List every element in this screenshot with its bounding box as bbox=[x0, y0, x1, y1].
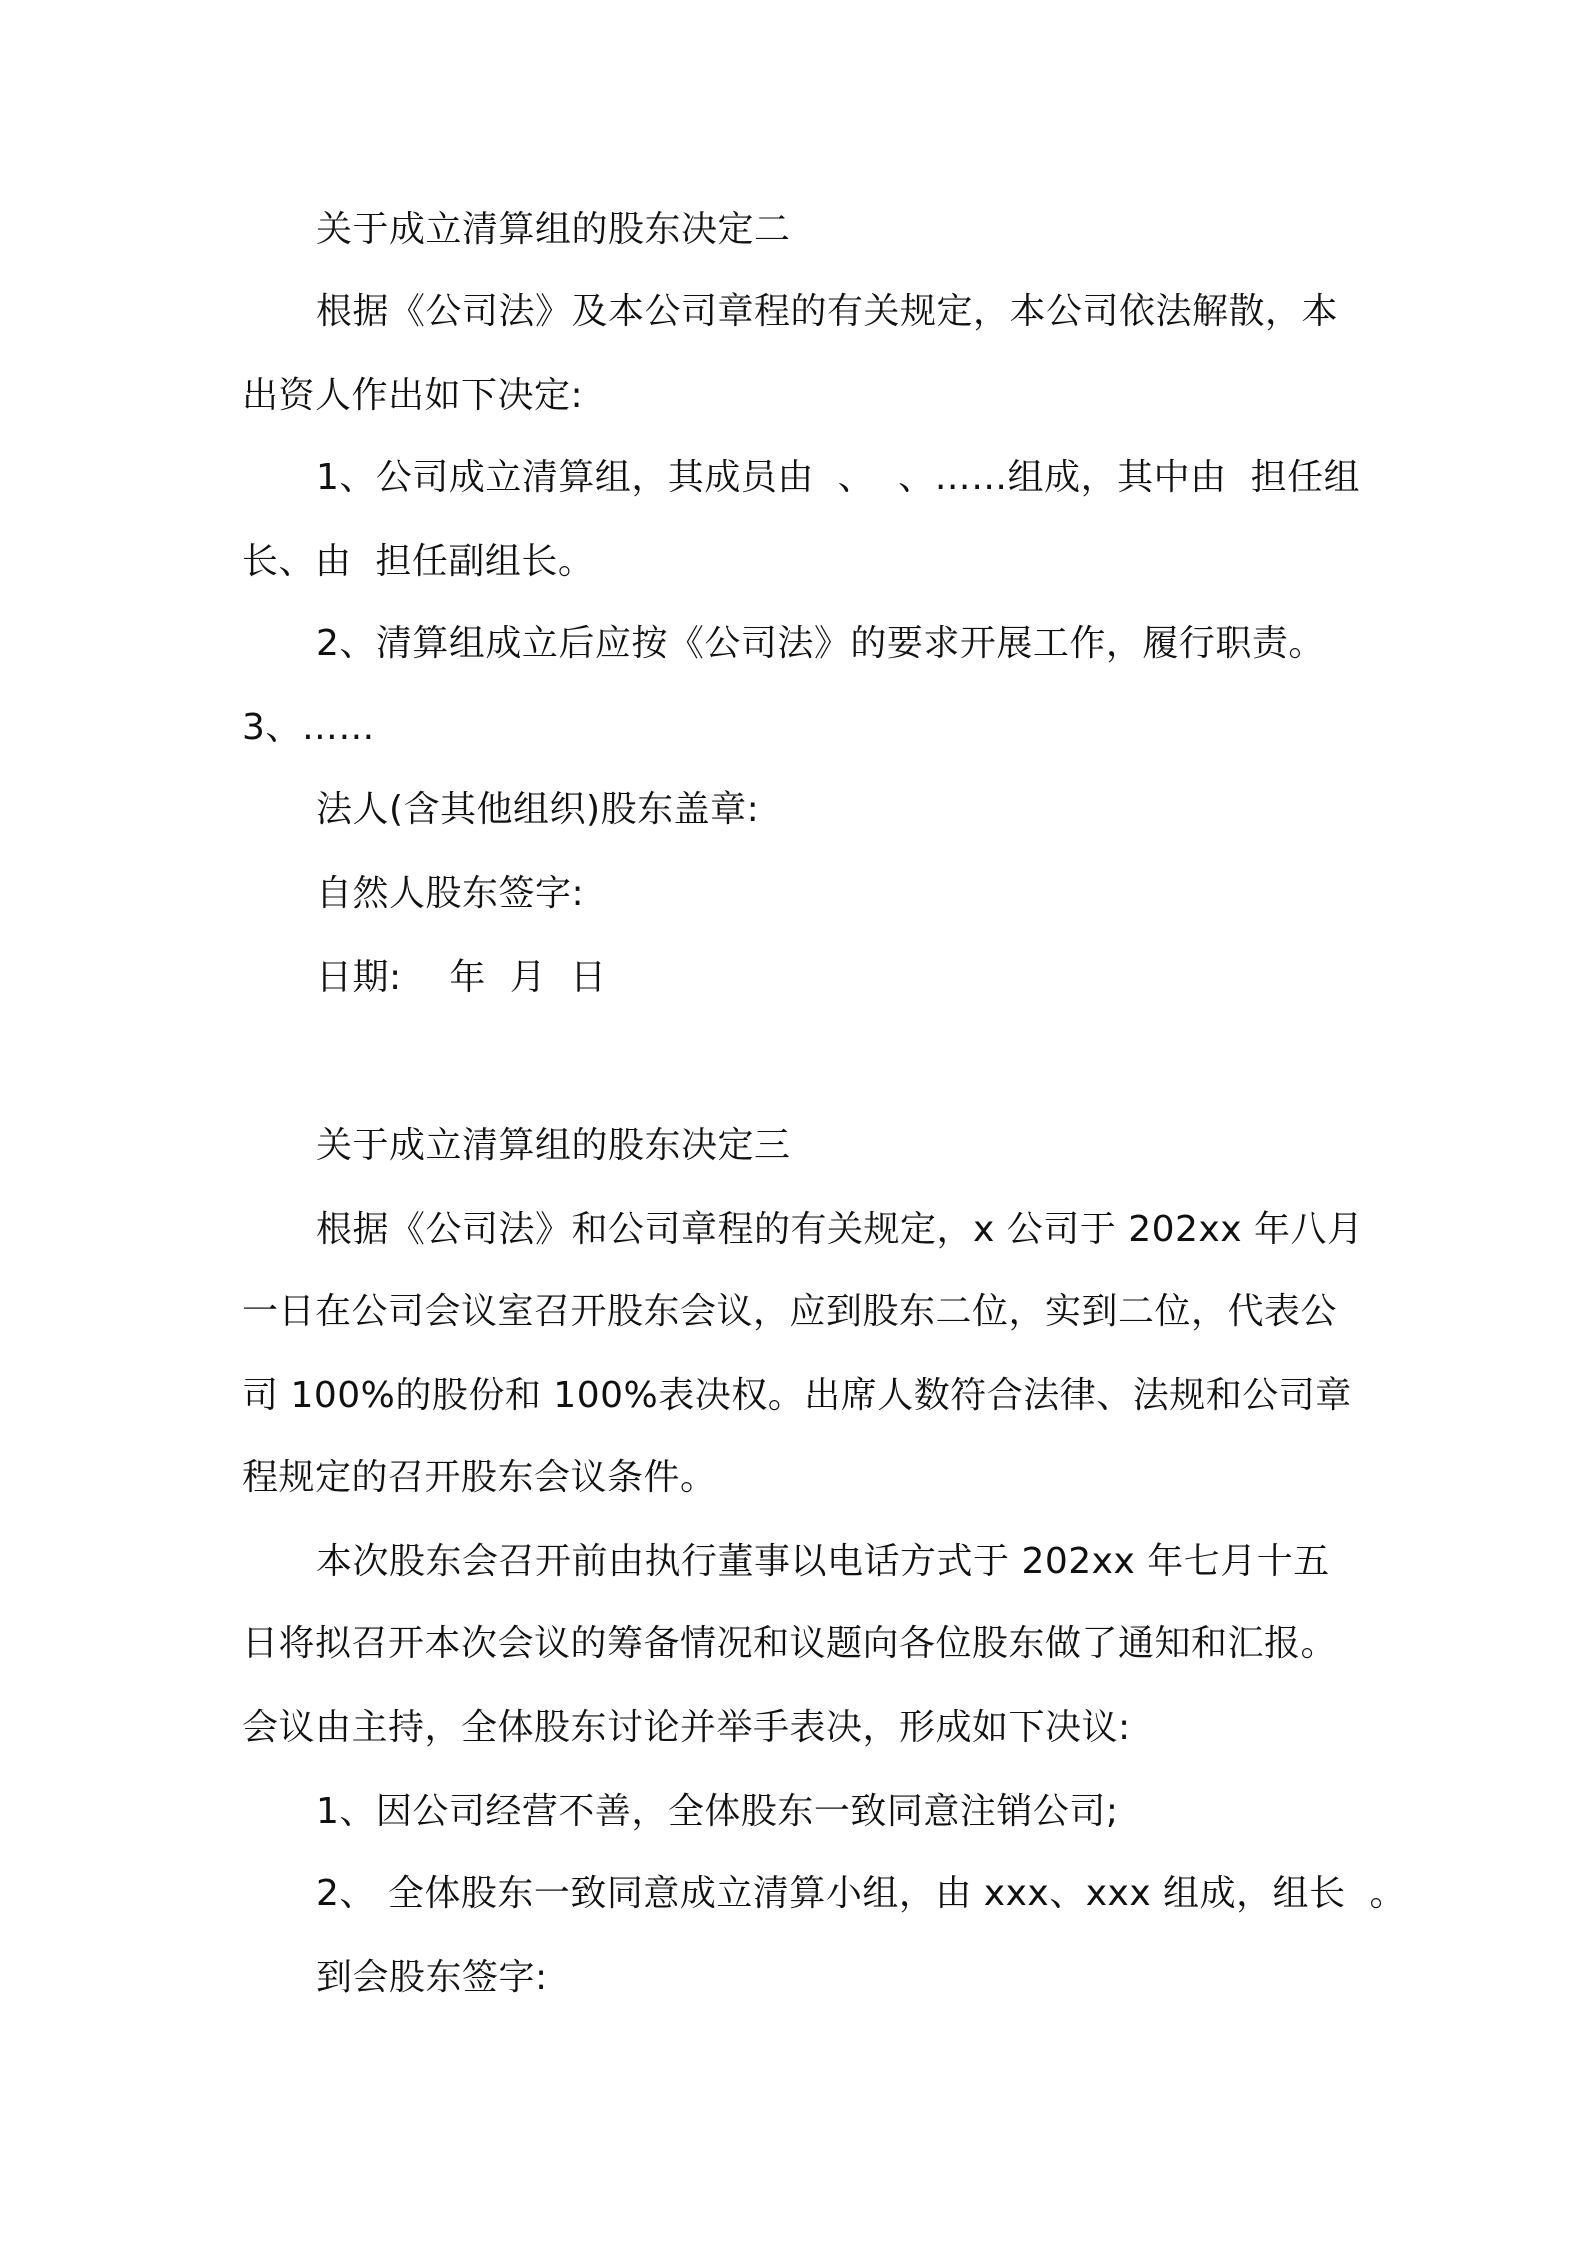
section3-para2-line3: 会议由主持，全体股东讨论并举手表决，形成如下决议: bbox=[242, 1707, 1131, 1748]
section2-title: 关于成立清算组的股东决定二 bbox=[316, 209, 791, 250]
section3-item1: 1、因公司经营不善，全体股东一致同意注销公司; bbox=[316, 1791, 1119, 1832]
section3-sign-label: 到会股东签字: bbox=[316, 1957, 548, 1998]
section3-para2-line1: 本次股东会召开前由执行董事以电话方式于 202xx 年七月十五 bbox=[316, 1541, 1330, 1582]
section3-para1-line2: 一日在公司会议室召开股东会议，应到股东二位，实到二位，代表公 bbox=[242, 1291, 1338, 1332]
section3-para1-line1: 根据《公司法》和公司章程的有关规定，x 公司于 202xx 年八月 bbox=[316, 1209, 1364, 1250]
section2-seal-label: 法人(含其他组织)股东盖章: bbox=[316, 789, 760, 830]
section2-date-label: 日期: 年 月 日 bbox=[316, 957, 607, 998]
section2-item2: 2、清算组成立后应按《公司法》的要求开展工作，履行职责。 bbox=[316, 623, 1325, 664]
section2-sign-label: 自然人股东签字: bbox=[316, 873, 585, 914]
section3-title: 关于成立清算组的股东决定三 bbox=[316, 1125, 791, 1166]
section2-para1-line2: 出资人作出如下决定: bbox=[242, 375, 584, 416]
section3-para2-line2: 日将拟召开本次会议的筹备情况和议题向各位股东做了通知和汇报。 bbox=[242, 1623, 1338, 1664]
section3-para1-line3: 司 100%的股份和 100%表决权。出席人数符合法律、法规和公司章 bbox=[242, 1375, 1352, 1416]
section3-item2: 2、 全体股东一致同意成立清算小组，由 xxx、xxx 组成，组长 。 bbox=[316, 1873, 1406, 1914]
section3-para1-line4: 程规定的召开股东会议条件。 bbox=[242, 1457, 717, 1498]
section2-para1-line1: 根据《公司法》及本公司章程的有关规定，本公司依法解散，本 bbox=[316, 291, 1339, 332]
section2-item3: 3、…… bbox=[242, 707, 375, 748]
section2-item1-line2: 长、由 担任副组长。 bbox=[242, 541, 595, 582]
section2-item1-line1: 1、公司成立清算组，其成员由 、 、……组成，其中由 担任组 bbox=[316, 457, 1361, 498]
